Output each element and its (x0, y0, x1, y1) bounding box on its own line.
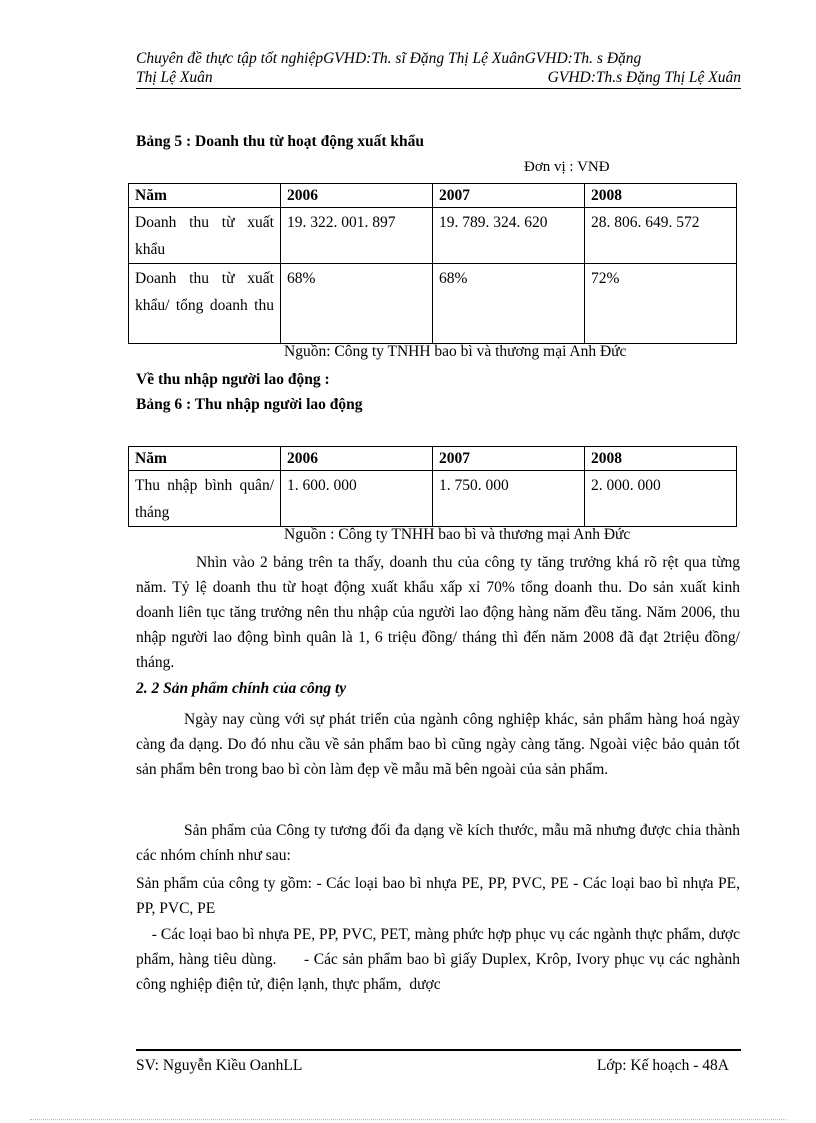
page-header (136, 49, 741, 89)
table6-header-row (129, 447, 737, 471)
page-bottom-divider (30, 1119, 786, 1120)
table6-cell: 1. 600. 000 (281, 471, 433, 527)
table5-cell: 19. 789. 324. 620 (433, 208, 585, 264)
page-footer (136, 1049, 741, 1075)
table-row (129, 208, 737, 264)
products-paragraph: Sản phẩm của Công ty tương đối đa dạng về kích thước, mẫu mã nhưng được chia thành các nhóm chính như sau: (136, 822, 740, 864)
table5-cell: 72% (585, 264, 737, 344)
analysis-paragraph: Nhìn vào 2 bảng trên ta thấy, doanh thu của công ty tăng trưởng khá rõ rệt qua từng năm. Tỷ lệ doanh thu từ hoạt động xuất khẩu xấp xỉ 70% tổng doanh thu. Do sản xuất kinh doanh liên tục tăng trưởng nên thu nhập của người lao động hàng năm đều tăng. Năm 2006, thu nhập người lao động bình quân là 1, 6 triệu đồng/ tháng thì đến năm 2008 đã đạt 2triệu đồng/ tháng. (136, 554, 740, 671)
table5-header-cell: 2006 (281, 184, 433, 208)
table6-header-cell: Năm (129, 447, 281, 471)
header-line-2-right: GVHD:Th.s Đặng Thị Lệ Xuân (547, 69, 741, 86)
header-line-2-left: Thị Lệ Xuân (136, 69, 213, 86)
products-list-2: - Các loại bao bì nhựa PE, PP, PVC, PET, màng phức hợp phục vụ các ngành thực phẩm, dược phẩm, hàng tiêu dùng. - Các sản phẩm bao bì giấy Duplex, Krôp, Ivory phục vụ các nghành công nghiệp điện tử, điện lạnh, thực phẩm, dược (136, 926, 748, 993)
table5-cell: 68% (433, 264, 585, 344)
header-line-2 (136, 68, 741, 87)
table5-cell: Doanh thu từ xuất khẩu (129, 208, 281, 264)
table6-header-cell: 2007 (433, 447, 585, 471)
products-list-1: Sản phẩm của công ty gồm: - Các loại bao bì nhựa PE, PP, PVC, PE - Các loại bao bì nhựa PE, PP, PVC, PE (136, 875, 740, 917)
table-row (129, 471, 737, 527)
table6 (128, 446, 737, 527)
table6-header-cell: 2006 (281, 447, 433, 471)
table5 (128, 183, 737, 344)
table5-source: Nguồn: Công ty TNHH bao bì và thương mại Anh Đức (284, 343, 627, 360)
header-line-1: Chuyên đề thực tập tốt nghiệpGVHD:Th. sĩ Đặng Thị Lệ XuânGVHD:Th. s Đặng (136, 50, 642, 67)
table6-cell: 2. 000. 000 (585, 471, 737, 527)
table5-cell: 68% (281, 264, 433, 344)
table5-header-cell: 2008 (585, 184, 737, 208)
table6-cell: 1. 750. 000 (433, 471, 585, 527)
table5-cell: 19. 322. 001. 897 (281, 208, 433, 264)
income-heading: Về thu nhập người lao động : (136, 371, 330, 388)
intro-paragraph: Ngày nay cùng với sự phát triển của ngành công nghiệp khác, sản phẩm hàng hoá ngày càng đa dạng. Do đó nhu cầu về sản phẩm bao bì cũng ngày càng tăng. Ngoài việc bảo quản tốt sản phẩm bên trong bao bì còn làm đẹp về mẫu mã bên ngoài của sản phẩm. (136, 711, 740, 778)
section-heading: 2. 2 Sản phẩm chính của công ty (136, 680, 347, 697)
footer-student: SV: Nguyễn Kiều OanhLL (136, 1057, 303, 1074)
table6-header-cell: 2008 (585, 447, 737, 471)
table6-cell: Thu nhập bình quân/ tháng (129, 471, 281, 527)
table5-header-row (129, 184, 737, 208)
table6-caption: Bảng 6 : Thu nhập người lao động (136, 396, 363, 413)
table5-cell: Doanh thu từ xuất khẩu/ tổng doanh thu (129, 264, 281, 344)
table-row (129, 264, 737, 344)
table5-header-cell: Năm (129, 184, 281, 208)
footer-class: Lớp: Kế hoạch - 48A (596, 1057, 729, 1074)
table5-header-cell: 2007 (433, 184, 585, 208)
table5-unit: Đơn vị : VNĐ (524, 159, 610, 175)
table6-source: Nguồn : Công ty TNHH bao bì và thương mại Anh Đức (284, 526, 631, 543)
table5-caption: Bảng 5 : Doanh thu từ hoạt động xuất khẩu (136, 133, 424, 150)
table5-cell: 28. 806. 649. 572 (585, 208, 737, 264)
